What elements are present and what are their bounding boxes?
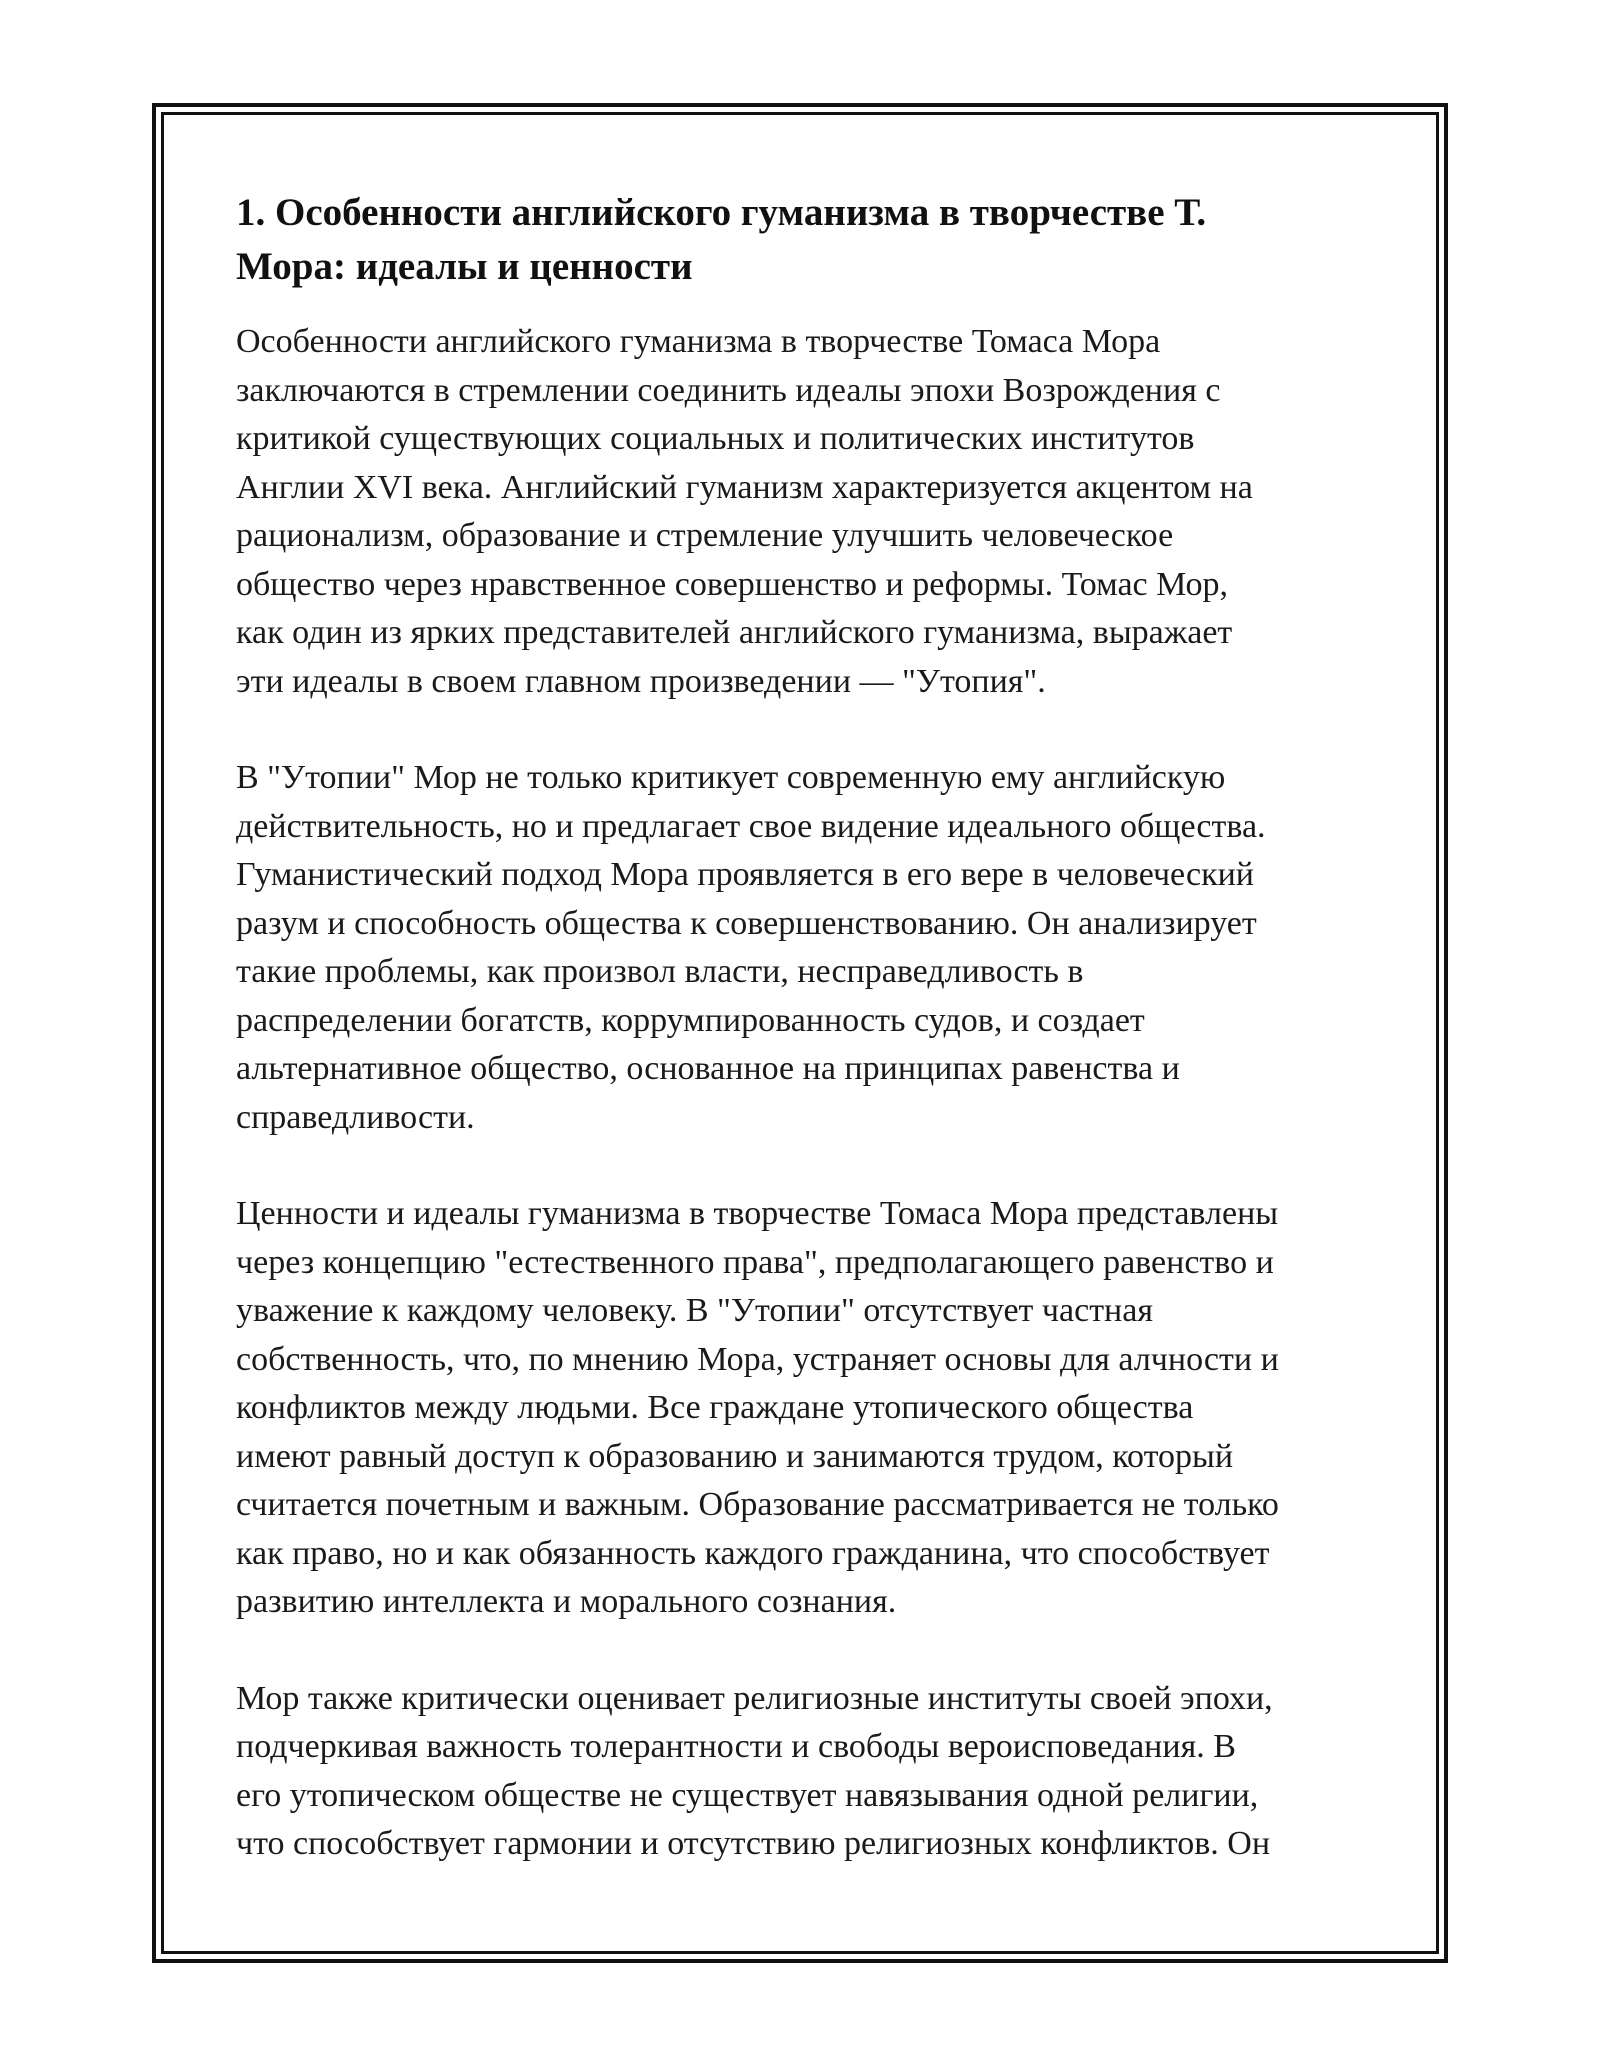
text-line: Мор также критически оценивает религиозные институты своей эпохи,: [236, 1679, 1273, 1717]
text-line: справедливости.: [236, 1098, 475, 1136]
text-line: Гуманистический подход Мора проявляется в его вере в человеческий: [236, 856, 1254, 893]
text-line: развитию интеллекта и морального сознания.: [236, 1583, 897, 1620]
text-line: Особенности английского гуманизма в творчестве Томаса Мора: [236, 323, 1161, 360]
paragraph-4: [236, 1675, 1376, 1869]
heading-line: Мора: идеалы и ценности: [236, 245, 693, 288]
text-line: рационализм, образование и стремление улучшить человеческое: [236, 517, 1174, 554]
text-line: что способствует гармонии и отсутствию религиозных конфликтов. Он: [236, 1825, 1271, 1862]
text-line: альтернативное общество, основанное на принципах равенства и: [236, 1050, 1180, 1087]
text-line: через концепцию "естественного права", предполагающего равенство и: [236, 1243, 1274, 1281]
text-line: Англии XVI века. Английский гуманизм характеризуется акцентом на: [236, 468, 1253, 506]
paragraph-1: [236, 318, 1376, 706]
text-line: общество через нравственное совершенство и реформы. Томас Мор,: [236, 565, 1229, 603]
text-line: распределении богатств, коррумпированность судов, и создает: [236, 1001, 1145, 1039]
text-line: собственность, что, по мнению Мора, устраняет основы для алчности и: [236, 1340, 1279, 1378]
text-line: действительность, но и предлагает свое видение идеального общества.: [236, 807, 1266, 845]
text-line: как один из ярких представителей английского гуманизма, выражает: [236, 614, 1233, 651]
text-line: такие проблемы, как произвол власти, несправедливость в: [236, 953, 1084, 990]
text-line: считается почетным и важным. Образование рассматривается не только: [236, 1486, 1279, 1523]
heading-line: 1. Особенности английского гуманизма в творчестве Т.: [236, 191, 1207, 234]
section-heading: [236, 186, 1376, 294]
text-line: имеют равный доступ к образованию и занимаются трудом, который: [236, 1437, 1234, 1475]
text-line: как право, но и как обязанность каждого гражданина, что способствует: [236, 1534, 1270, 1572]
text-line: его утопическом обществе не существует навязывания одной религии,: [236, 1776, 1259, 1814]
text-line: заключаются в стремлении соединить идеалы эпохи Возрождения с: [236, 371, 1221, 409]
text-line: разум и способность общества к совершенствованию. Он анализирует: [236, 904, 1257, 942]
text-line: Ценности и идеалы гуманизма в творчестве Томаса Мора представлены: [236, 1195, 1279, 1232]
text-line: В "Утопии" Мор не только критикует современную ему английскую: [236, 759, 1226, 796]
text-line: конфликтов между людьми. Все граждане утопического общества: [236, 1389, 1194, 1426]
text-line: эти идеалы в своем главном произведении — "Утопия".: [236, 662, 1046, 700]
paragraph-2: [236, 754, 1376, 1142]
text-line: уважение к каждому человеку. В "Утопии" отсутствует частная: [236, 1292, 1153, 1329]
paragraph-3: [236, 1190, 1376, 1627]
text-line: подчеркивая важность толерантности и свободы вероисповедания. В: [236, 1728, 1236, 1765]
document-body: [236, 186, 1376, 1869]
text-line: критикой существующих социальных и политических институтов: [236, 420, 1195, 457]
